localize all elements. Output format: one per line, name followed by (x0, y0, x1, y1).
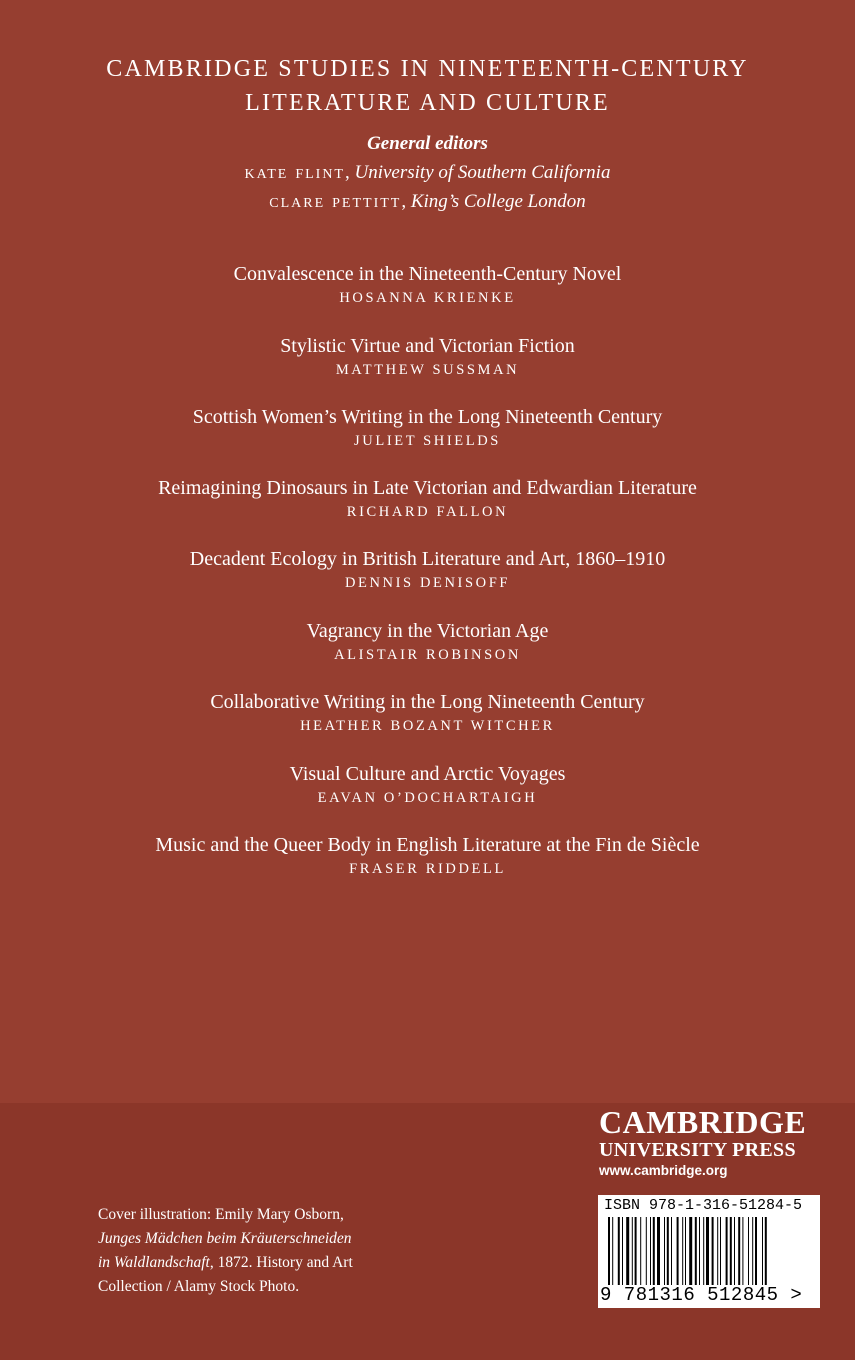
barcode-bar (671, 1217, 672, 1285)
barcode-bar (685, 1217, 686, 1285)
barcode-bar (734, 1217, 735, 1285)
editor-affiliation: University of Southern California (354, 162, 611, 183)
barcode-bar (703, 1217, 704, 1285)
barcode-bar (626, 1217, 629, 1285)
barcode-bar (667, 1217, 669, 1285)
barcode-bar (720, 1217, 721, 1285)
book-author: DENNIS DENISOFF (344, 575, 511, 591)
book-title: Scottish Women’s Writing in the Long Nineteenth Century (192, 406, 663, 428)
editor-name: kate flint (244, 161, 345, 183)
barcode-bar (689, 1217, 692, 1285)
book-entry (0, 262, 855, 307)
barcode-digits: 9 781316 512845 > (600, 1284, 803, 1306)
cover-credit (98, 1203, 428, 1299)
book-entry (0, 833, 855, 878)
book-author: FRASER RIDDELL (349, 861, 506, 877)
book-title: Decadent Ecology in British Literature and Art, 1860–1910 (189, 548, 666, 570)
series-title-line-2: LITERATURE AND CULTURE (245, 90, 610, 116)
book-entry (0, 619, 855, 664)
barcode-bar (618, 1217, 620, 1285)
publisher-name: CAMBRIDGE (599, 1104, 807, 1140)
editors-heading: General editors (367, 133, 488, 154)
book-entry (0, 405, 855, 450)
book-entry (0, 476, 855, 521)
book-entry (0, 762, 855, 807)
barcode-bar (730, 1217, 732, 1285)
barcode-bar (742, 1217, 743, 1285)
book-entry (0, 690, 855, 735)
barcode-bar (640, 1217, 641, 1285)
isbn-barcode (598, 1195, 820, 1308)
barcode-bar (695, 1217, 697, 1285)
barcode-bar (635, 1217, 637, 1285)
barcode-bar (712, 1217, 714, 1285)
barcode-bar (632, 1217, 633, 1285)
book-title: Visual Culture and Arctic Voyages (289, 763, 566, 785)
publisher-subname: UNIVERSITY PRESS (599, 1139, 796, 1161)
barcode-bar (706, 1217, 709, 1285)
book-entry (0, 547, 855, 592)
book-title: Reimagining Dinosaurs in Late Victorian and Edwardian Literature (158, 477, 697, 499)
book-author: ALISTAIR ROBINSON (334, 647, 521, 663)
barcode-bar (677, 1217, 679, 1285)
credit-line-4: Collection / Alamy Stock Photo. (98, 1278, 300, 1295)
book-author: EAVAN O’DOCHARTAIGH (317, 790, 538, 806)
book-author: HOSANNA KRIENKE (339, 290, 516, 306)
barcode-bar (752, 1217, 753, 1285)
barcode-bar (699, 1217, 700, 1285)
barcode-bar (664, 1217, 665, 1285)
barcode-bar (738, 1217, 740, 1285)
book-author: MATTHEW SUSSMAN (335, 362, 520, 378)
barcode-bar (726, 1217, 728, 1285)
series-title (0, 52, 855, 120)
barcode-bar (717, 1217, 718, 1285)
book-title: Convalescence in the Nineteenth-Century Novel (233, 263, 622, 285)
publisher-logo (599, 1105, 823, 1181)
barcode-bar (657, 1217, 660, 1285)
isbn-label: ISBN 978-1-316-51284-5 (604, 1197, 803, 1214)
credit-artwork-title-1: Junges Mädchen beim Kräuterschneiden (98, 1230, 352, 1247)
book-author: RICHARD FALLON (346, 504, 509, 520)
editor-name: clare pettitt (269, 190, 402, 212)
barcode-bar (762, 1217, 763, 1285)
barcode-bar (650, 1217, 651, 1285)
credit-artwork-title-2: in Waldlandschaft (98, 1254, 210, 1271)
publisher-url[interactable]: www.cambridge.org (599, 1163, 728, 1178)
barcode-bars (608, 1217, 810, 1287)
barcode-bar (612, 1217, 613, 1285)
barcode-bar (653, 1217, 655, 1285)
barcode-bar (748, 1217, 749, 1285)
editor-1: kate flint, University of Southern California (244, 161, 611, 183)
barcode-bar (765, 1217, 767, 1285)
book-title: Stylistic Virtue and Victorian Fiction (280, 335, 575, 357)
book-author: JULIET SHIELDS (354, 433, 501, 449)
credit-suffix: , 1872. History and Art (209, 1254, 353, 1271)
barcode-bar (622, 1217, 623, 1285)
book-title: Music and the Queer Body in English Literature at the Fin de Siècle (155, 834, 700, 856)
barcode-bar (755, 1217, 757, 1285)
series-title-line-1: CAMBRIDGE STUDIES IN NINETEENTH-CENTURY (106, 56, 749, 82)
editor-affiliation: King’s College London (410, 191, 586, 212)
barcode-bar (646, 1217, 647, 1285)
barcode-bar (682, 1217, 683, 1285)
book-entry (0, 334, 855, 379)
editor-2: clare pettitt, King’s College London (269, 190, 586, 212)
book-title: Vagrancy in the Victorian Age (306, 620, 549, 642)
book-title: Collaborative Writing in the Long Nineteenth Century (210, 691, 645, 713)
credit-prefix: Cover illustration: Emily Mary Osborn, (98, 1206, 344, 1223)
barcode-bar (608, 1217, 610, 1285)
book-author: HEATHER BOZANT WITCHER (300, 718, 555, 734)
